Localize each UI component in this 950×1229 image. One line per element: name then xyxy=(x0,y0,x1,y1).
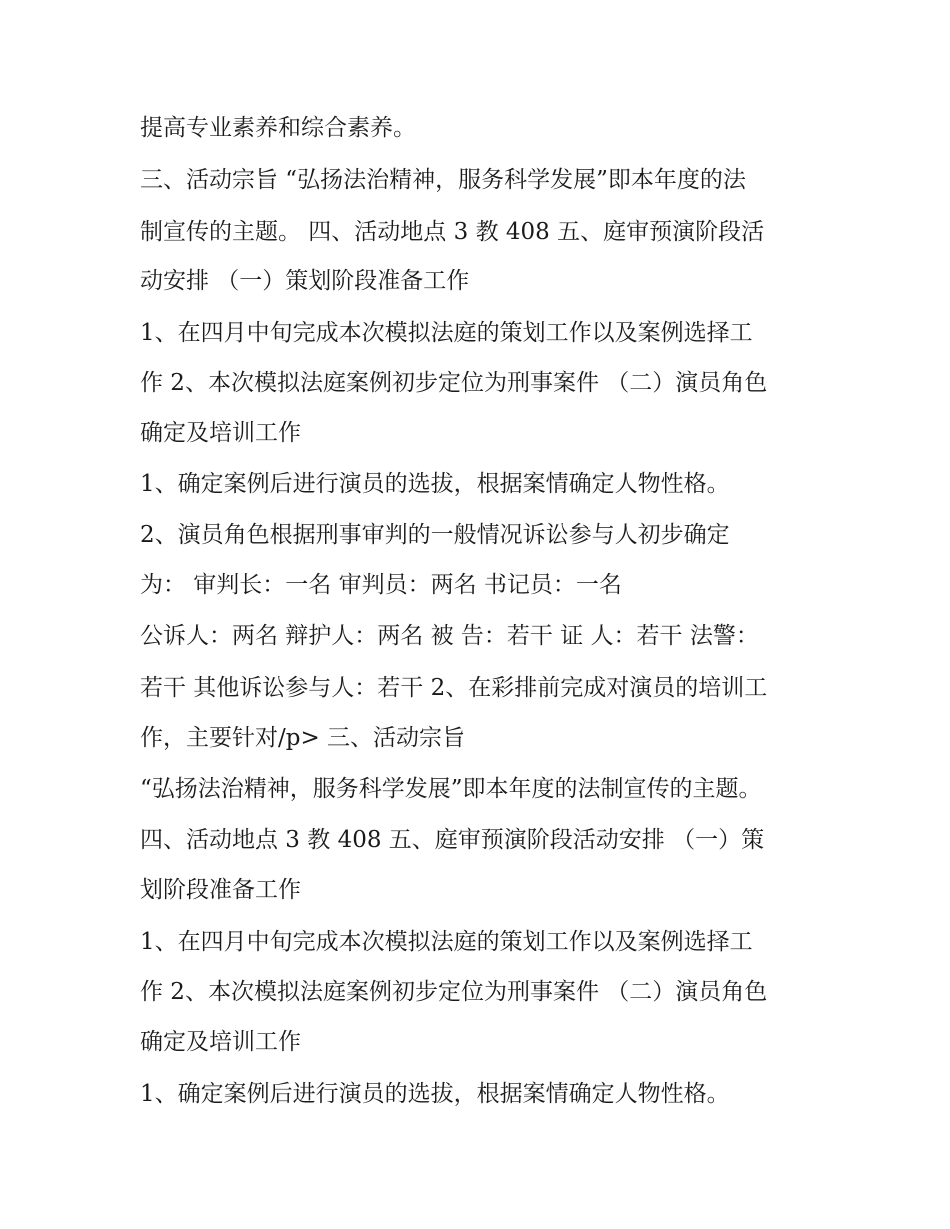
text-line: “弘扬法治精神，服务科学发展”即本年度的法制宣传的主题。 xyxy=(140,776,762,802)
text-line: 制宣传的主题。 四、活动地点 3 教 408 五、庭审预演阶段活 xyxy=(140,219,765,245)
text-line: 1、在四月中旬完成本次模拟法庭的策划工作以及案例选择工 xyxy=(140,929,753,955)
text-line: 作 2、本次模拟法庭案例初步定位为刑事案件 （二）演员角色 xyxy=(140,370,768,396)
text-line: 确定及培训工作 xyxy=(140,420,301,446)
text-line: 2、演员角色根据刑事审判的一般情况诉讼参与人初步确定 xyxy=(140,522,730,548)
text-line: 作 2、本次模拟法庭案例初步定位为刑事案件 （二）演员角色 xyxy=(140,979,768,1005)
text-line: 1、确定案例后进行演员的选拔，根据案情确定人物性格。 xyxy=(140,471,730,497)
text-line: 为： 审判长：一名 审判员：两名 书记员：一名 xyxy=(140,572,622,598)
text-line: 三、活动宗旨 “弘扬法治精神，服务科学发展”即本年度的法 xyxy=(140,167,746,193)
text-line: 1、确定案例后进行演员的选拔，根据案情确定人物性格。 xyxy=(140,1081,730,1107)
text-line: 提高专业素养和综合素养。 xyxy=(140,115,416,141)
text-line: 动安排 （一）策划阶段准备工作 xyxy=(140,268,470,294)
text-line: 确定及培训工作 xyxy=(140,1029,301,1055)
text-line: 四、活动地点 3 教 408 五、庭审预演阶段活动安排 （一）策 xyxy=(140,827,765,853)
text-line: 若干 其他诉讼参与人：若干 2、在彩排前完成对演员的培训工 xyxy=(140,675,768,701)
text-line: 作，主要针对/p> 三、活动宗旨 xyxy=(140,725,466,751)
text-line: 1、在四月中旬完成本次模拟法庭的策划工作以及案例选择工 xyxy=(140,320,753,346)
text-line: 划阶段准备工作 xyxy=(140,877,301,903)
text-line: 公诉人：两名 辩护人：两名 被 告：若干 证 人：若干 法警： xyxy=(140,623,759,649)
